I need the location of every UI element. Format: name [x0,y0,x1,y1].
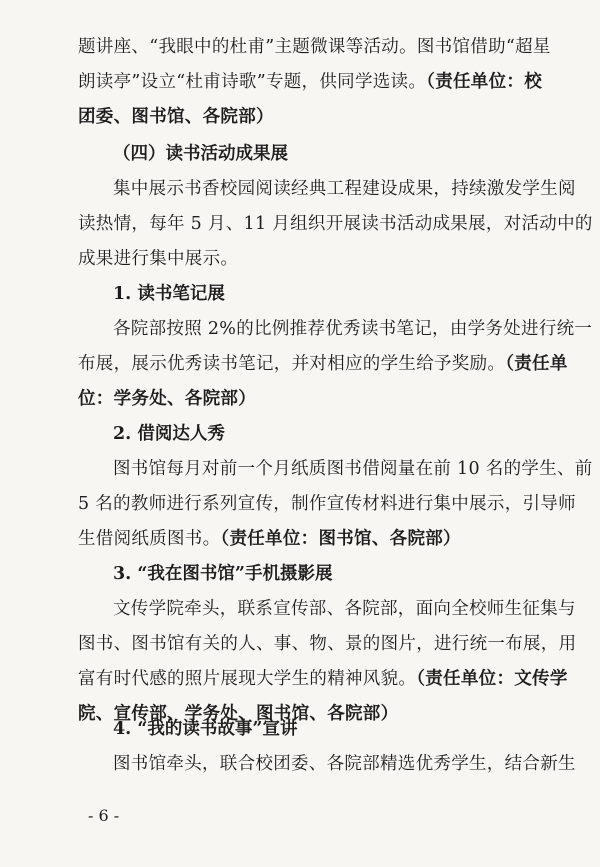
item-3 [78,557,577,732]
responsibility-note: 院、宣传部、学务处、图书馆、各院部） [78,704,399,724]
responsibility-note: （责任单 [505,354,568,374]
text-line: 图书馆每月对前一个月纸质图书借阅量在前 10 名的学生、前 [113,459,593,479]
item-heading: 4. “我的读书故事”宣讲 [113,719,298,739]
text-line: 各院部按照 2%的比例推荐优秀读书笔记，由学务处进行统一 [113,319,593,339]
item-4 [78,712,576,782]
text-line: 布展，展示优秀读书笔记，并对相应的学生给予奖励。（责任单 [78,354,568,374]
section-4 [78,137,593,277]
text-line: 文传学院牵头，联系宣传部、各院部，面向全校师生征集与 [113,599,576,619]
text-line: 富有时代感的照片展现大学生的精神风貌。（责任单位：文传学 [78,669,568,689]
paragraph-continued [78,30,551,135]
responsibility-note: （责任单位：文传学 [416,669,568,689]
item-heading: 3. “我在图书馆”手机摄影展 [113,564,333,584]
document-page: 题讲座、“我眼中的杜甫”主题微课等活动。图书馆借助“超星 朗读亭”设立“杜甫诗歌”专题，供同学选读。（责任单位：校 团委、图书馆、各院部） （四）读书活动成果展 集中展示书香校园阅读经典工程建设成果，持续激发学生阅 读热情，每年 5 月、11 月组织开展读书活动成果展，对活动中的 成果进行集中展示。 1. 读书笔记展 各院部按照 2%的比例推荐优秀读书笔记，由学务处进行统一 布展，展示优秀读书笔记，并对相应的学生给予奖励。（责任单 位：学务处、各院部） 2. 借阅达人秀 图书馆每月对前一个月纸质图书借阅量在前 10 名的学生、前 5 名的教师进行系列宣传，制作宣传材料进行集中展示，引导师 生借阅纸质图书。（责任单位：图书馆、各院部） 3. “我在图书馆”手机摄影展 文传学院牵头，联系宣传部、各院部，面向全校师生征集与 图书、图书馆有关的人、事、物、景的图片，进行统一布展，用 富有时代感的照片展现大学生的精神风貌。（责任单位：文传学 院、宣传部、学务处、图书馆、各院部） 4. “我的读书故事”宣讲 图书馆牵头，联合校团委、各院部精选优秀学生，结合新生 - 6 - [0,0,600,867]
text-line: 集中展示书香校园阅读经典工程建设成果，持续激发学生阅 [113,179,576,199]
text-line: 图书馆牵头，联合校团委、各院部精选优秀学生，结合新生 [113,754,576,774]
text-line: 图书、图书馆有关的人、事、物、景的图片，进行统一布展，用 [78,634,577,654]
item-1 [78,277,593,417]
text-line: 朗读亭”设立“杜甫诗歌”专题，供同学选读。（责任单位：校 [78,72,542,92]
text-line: 成果进行集中展示。 [78,249,239,269]
item-heading: 1. 读书笔记展 [113,284,225,304]
text-line: 5 名的教师进行系列宣传，制作宣传材料进行集中展示，引导师 [78,494,576,514]
item-heading: 2. 借阅达人秀 [113,424,225,444]
responsibility-note: （责任单位：图书馆、各院部） [220,529,461,549]
responsibility-note: 团委、图书馆、各院部） [78,107,274,127]
text-line: 读热情，每年 5 月、11 月组织开展读书活动成果展，对活动中的 [78,214,593,234]
responsibility-note: （责任单位：校 [426,72,542,92]
responsibility-note: 位：学务处、各院部） [78,389,256,409]
section-heading: （四）读书活动成果展 [113,144,288,164]
text-line: 生借阅纸质图书。（责任单位：图书馆、各院部） [78,529,461,549]
text-line: 题讲座、“我眼中的杜甫”主题微课等活动。图书馆借助“超星 [78,37,551,57]
item-2 [78,417,593,557]
